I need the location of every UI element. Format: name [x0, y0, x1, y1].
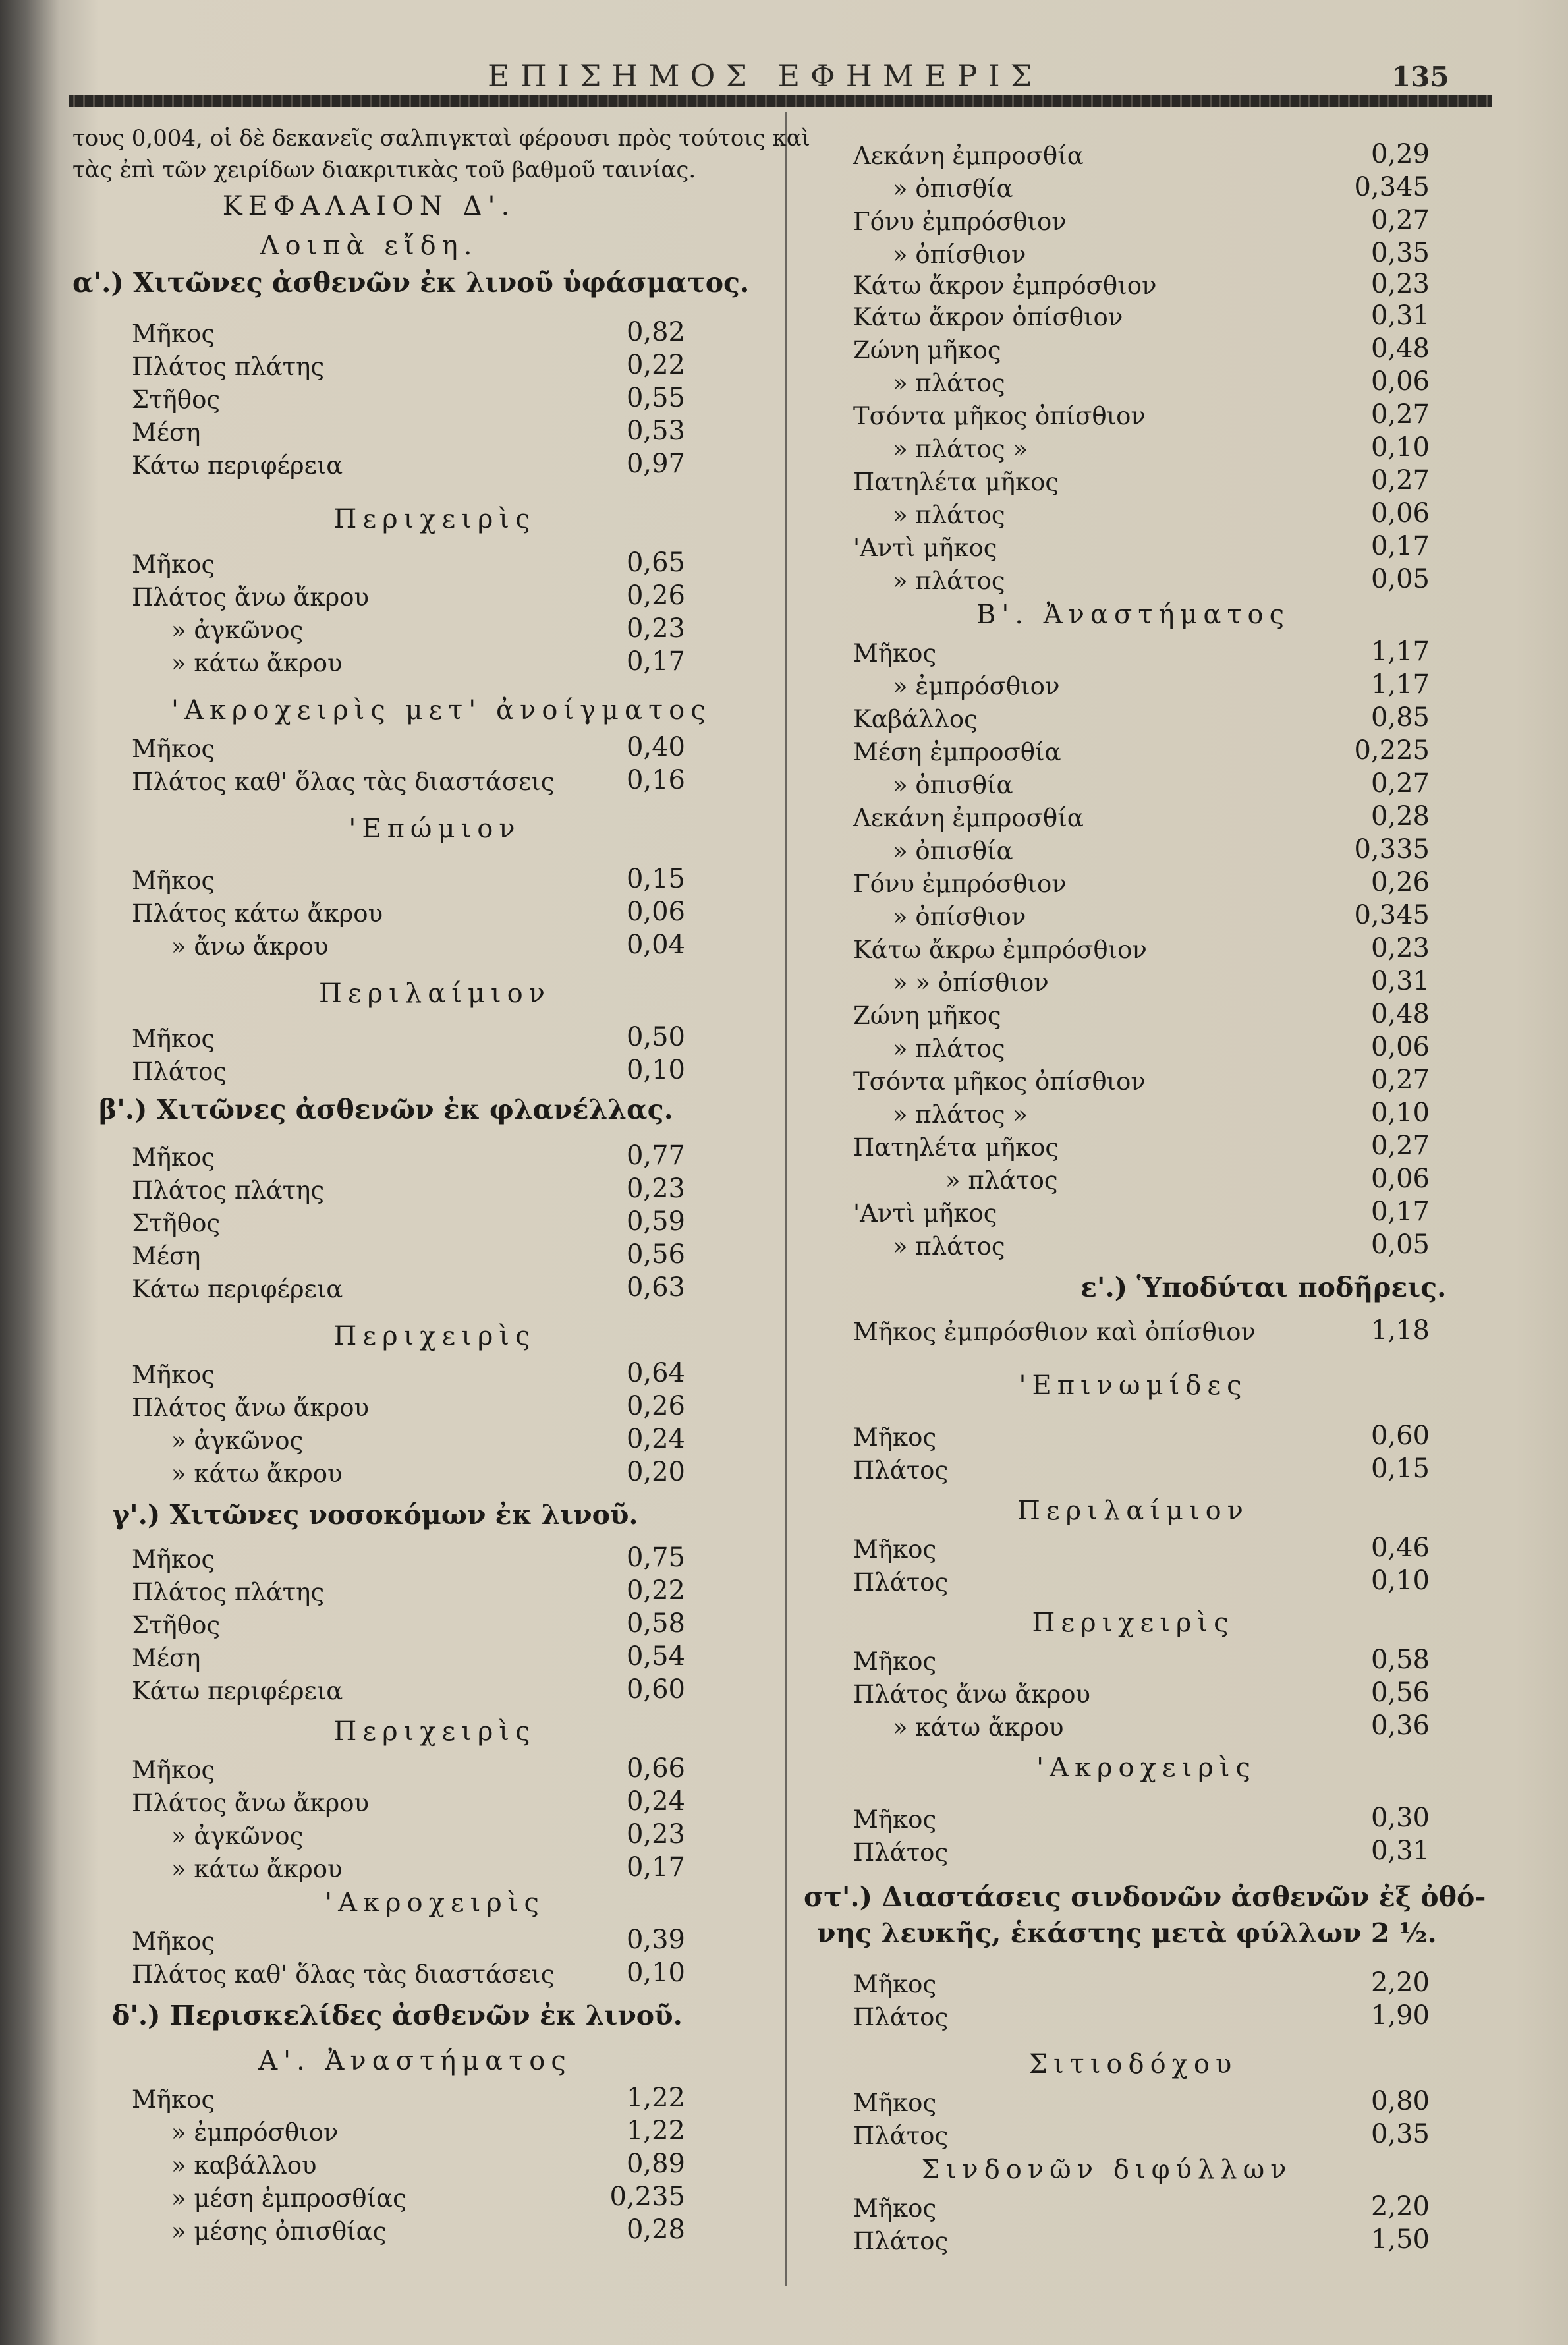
row-label: » μέση ἐμπροσθίας: [171, 2184, 406, 2213]
row-label: » πλάτος: [893, 369, 1005, 397]
row-label: Μῆκος: [853, 1647, 937, 1676]
row-value: 0,17: [626, 1852, 685, 1882]
row-value: 0,30: [1370, 1803, 1430, 1833]
row-label: » μέσης ὀπισθίας: [171, 2217, 387, 2246]
row-label: Γόνυ ἐμπρόσθιον: [853, 870, 1067, 898]
row-value: 0,27: [1370, 768, 1430, 799]
row-label: Πλάτος: [853, 2122, 949, 2150]
row-label: » κάτω ἄκρου: [171, 649, 343, 677]
row-label: Πλάτος πλάτης: [132, 1578, 325, 1606]
subheading: Περιχειρὶς: [1032, 1608, 1235, 1638]
row-label: Πλάτος: [853, 1568, 949, 1596]
row-value: 0,06: [1370, 1032, 1430, 1062]
row-value: 0,39: [626, 1925, 685, 1955]
row-label: Κάτω περιφέρεια: [132, 1677, 343, 1705]
row-label: Στῆθος: [132, 1611, 221, 1639]
row-label: Μῆκος: [853, 1970, 937, 1998]
row-label: Μῆκος: [853, 2089, 937, 2117]
row-label: Μέση ἐμπροσθία: [853, 738, 1061, 766]
row-value: 0,85: [1370, 702, 1430, 733]
row-label: Λεκάνη ἐμπροσθία: [853, 804, 1084, 832]
row-value: 0,225: [1354, 735, 1430, 766]
row-value: 0,20: [626, 1457, 685, 1487]
row-value: 0,56: [626, 1239, 685, 1270]
row-value: 0,17: [1370, 1197, 1430, 1227]
row-value: 0,23: [1370, 933, 1430, 963]
row-value: 0,04: [626, 930, 685, 960]
row-value: 0,10: [626, 1055, 685, 1085]
row-label: Μῆκος: [132, 1025, 215, 1053]
row-value: 0,10: [626, 1958, 685, 1988]
row-value: 0,27: [1370, 399, 1430, 430]
row-value: 0,55: [626, 383, 685, 413]
row-label: » πλάτος »: [893, 1100, 1028, 1129]
row-label: » πλάτος »: [893, 435, 1028, 463]
row-label: Γόνυ ἐμπρόσθιον: [853, 208, 1067, 236]
row-label: Πλάτος: [853, 2227, 949, 2255]
row-value: 0,06: [1370, 498, 1430, 528]
row-value: 0,58: [626, 1608, 685, 1639]
row-value: 0,27: [1370, 1131, 1430, 1161]
row-value: 0,27: [1370, 205, 1430, 235]
row-label: » ὀπισθία: [893, 771, 1013, 799]
row-label: Μῆκος: [853, 1805, 937, 1834]
row-value: 0,53: [626, 416, 685, 446]
row-label: » ἀγκῶνος: [171, 1822, 304, 1850]
section-heading: β'.) Χιτῶνες ἀσθενῶν ἐκ φλανέλλας.: [99, 1094, 673, 1125]
row-value: 0,29: [1370, 139, 1430, 169]
row-label: 'Αντὶ μῆκος: [853, 534, 997, 562]
row-label: Κάτω περιφέρεια: [132, 1275, 343, 1303]
row-value: 0,48: [1370, 333, 1430, 364]
row-label: Ζώνη μῆκος: [853, 1002, 1001, 1030]
row-value: 0,58: [1370, 1645, 1430, 1675]
row-value: 0,15: [626, 864, 685, 894]
row-label: » ὀπισθία: [893, 175, 1013, 203]
row-label: » ἐμπρόσθιον: [893, 672, 1060, 700]
row-label: Μῆκος: [132, 1361, 215, 1389]
row-value: 0,345: [1354, 900, 1430, 930]
row-value: 2,20: [1370, 2191, 1430, 2222]
section-heading: α'.) Χιτῶνες ἀσθενῶν ἐκ λινοῦ ὑφάσματος.: [72, 267, 750, 298]
row-label: Πλάτος ἄνω ἄκρου: [132, 1789, 369, 1817]
row-label: » καβάλλου: [171, 2151, 317, 2180]
subheading: Σινδονῶν διφύλλων: [921, 2155, 1293, 2185]
row-value: 1,90: [1370, 2000, 1430, 2031]
row-value: 0,06: [626, 897, 685, 927]
row-value: 0,31: [1370, 300, 1430, 331]
subheading: Περιχειρὶς: [333, 1321, 536, 1351]
subheading: Λοιπὰ εἴδη.: [260, 231, 478, 261]
row-label: » κάτω ἄκρου: [171, 1459, 343, 1488]
row-value: 0,60: [1370, 1421, 1430, 1451]
row-label: Κάτω ἄκρον ἐμπρόσθιον: [853, 271, 1157, 300]
subheading: Σιτιοδόχου: [1028, 2049, 1238, 2079]
subheading: 'Επώμιον: [349, 814, 521, 844]
row-value: 0,235: [609, 2182, 685, 2212]
row-value: 1,22: [626, 2116, 685, 2146]
row-value: 0,31: [1370, 1836, 1430, 1866]
body-text: τους 0,004, οἱ δὲ δεκανεῖς σαλπιγκταὶ φέρουσι πρὸς τούτοις καὶ: [72, 125, 811, 152]
row-value: 0,26: [626, 1391, 685, 1421]
row-value: 0,27: [1370, 1065, 1430, 1095]
row-value: 0,22: [626, 1575, 685, 1606]
row-label: » ὀπίσθιον: [893, 240, 1026, 269]
row-label: Πλάτος ἄνω ἄκρου: [132, 1394, 369, 1422]
section-heading: δ'.) Περισκελίδες ἀσθενῶν ἐκ λινοῦ.: [112, 2000, 683, 2031]
row-label: Πλάτος: [853, 2003, 949, 2031]
row-label: Πατηλέτα μῆκος: [853, 1133, 1059, 1162]
row-value: 0,35: [1370, 238, 1430, 268]
row-value: 0,16: [626, 765, 685, 795]
row-label: » ἐμπρόσθιον: [171, 2118, 339, 2147]
row-value: 0,35: [1370, 2119, 1430, 2149]
row-label: » ἄνω ἄκρου: [171, 932, 329, 961]
row-value: 1,18: [1370, 1315, 1430, 1345]
row-label: Λεκάνη ἐμπροσθία: [853, 142, 1084, 170]
row-label: Πλάτος καθ' ὅλας τὰς διαστάσεις: [132, 768, 555, 796]
row-value: 0,15: [1370, 1454, 1430, 1484]
body-text: τὰς ἐπὶ τῶν χειρίδων διακριτικὰς τοῦ βαθμοῦ ταινίας.: [72, 157, 696, 183]
row-value: 1,50: [1370, 2224, 1430, 2255]
row-value: 0,26: [626, 580, 685, 611]
row-value: 0,31: [1370, 966, 1430, 996]
row-label: Μῆκος: [132, 1143, 215, 1172]
row-label: Στῆθος: [132, 1209, 221, 1237]
row-label: Κάτω ἄκρω ἐμπρόσθιον: [853, 936, 1147, 964]
page-number: 135: [1391, 61, 1449, 93]
row-value: 0,06: [1370, 366, 1430, 397]
row-value: 0,23: [626, 1819, 685, 1850]
row-value: 0,10: [1370, 1098, 1430, 1128]
subheading: 'Ακροχειρὶς: [325, 1888, 545, 1918]
row-value: 0,06: [1370, 1164, 1430, 1194]
row-label: » κάτω ἄκρου: [171, 1855, 343, 1883]
row-label: Μέση: [132, 1242, 201, 1270]
row-label: Μῆκος: [132, 1756, 215, 1784]
row-value: 0,48: [1370, 999, 1430, 1029]
row-label: » ἀγκῶνος: [171, 1427, 304, 1455]
subheading: 'Ακροχειρὶς μετ' ἀνοίγματος: [171, 695, 712, 725]
subheading: Περιλαίμιον: [319, 978, 551, 1009]
page-header: [0, 58, 1568, 98]
row-value: 0,46: [1370, 1533, 1430, 1563]
row-label: Πλάτος: [853, 1838, 949, 1867]
row-value: 0,23: [626, 1173, 685, 1204]
row-label: Πλάτος πλάτης: [132, 353, 325, 381]
row-label: Καβάλλος: [853, 705, 978, 733]
section-heading: στ'.) Διαστάσεις σινδονῶν ἀσθενῶν ἐξ ὀθό-: [804, 1881, 1486, 1913]
row-label: Τσόντα μῆκος ὀπίσθιον: [853, 402, 1146, 430]
row-label: Μέση: [132, 1644, 201, 1672]
column-divider: [785, 112, 787, 2286]
row-value: 0,77: [626, 1141, 685, 1171]
subheading: Περιλαίμιον: [1017, 1496, 1249, 1526]
row-value: 0,56: [1370, 1678, 1430, 1708]
row-label: » πλάτος: [893, 567, 1005, 595]
row-label: » ἀγκῶνος: [171, 616, 304, 644]
row-value: 0,345: [1354, 172, 1430, 202]
subheading: Α'. Ἀναστήματος: [258, 2046, 572, 2076]
row-label: Τσόντα μῆκος ὀπίσθιον: [853, 1067, 1146, 1096]
row-label: Πλάτος καθ' ὅλας τὰς διαστάσεις: [132, 1960, 555, 1989]
row-label: Μῆκος: [853, 2194, 937, 2222]
subheading: Περιχειρὶς: [333, 504, 536, 534]
row-label: 'Αντὶ μῆκος: [853, 1199, 997, 1228]
row-label: » πλάτος: [893, 501, 1005, 529]
row-value: 0,28: [1370, 801, 1430, 832]
row-label: Μῆκος: [853, 639, 937, 667]
row-label: Πλάτος ἄνω ἄκρου: [132, 583, 369, 611]
row-label: Πλάτος πλάτης: [132, 1176, 325, 1204]
subheading: Β'. Ἀναστήματος: [976, 600, 1291, 630]
row-label: Ζώνη μῆκος: [853, 336, 1001, 364]
row-value: 0,54: [626, 1641, 685, 1672]
row-label: Στῆθος: [132, 385, 221, 414]
section-heading: γ'.) Χιτῶνες νοσοκόμων ἐκ λινοῦ.: [112, 1499, 638, 1531]
row-value: 1,17: [1370, 636, 1430, 667]
row-label: » κάτω ἄκρου: [893, 1713, 1064, 1741]
section-heading: νης λευκῆς, ἑκάστης μετὰ φύλλων 2 ½.: [817, 1917, 1437, 1949]
row-label: Μῆκος: [853, 1423, 937, 1452]
row-label: Πλάτος ἄνω ἄκρου: [853, 1680, 1090, 1709]
row-value: 0,05: [1370, 1229, 1430, 1260]
row-value: 0,05: [1370, 564, 1430, 594]
row-value: 2,20: [1370, 1967, 1430, 1998]
row-label: Πατηλέτα μῆκος: [853, 468, 1059, 496]
row-value: 0,27: [1370, 465, 1430, 495]
row-value: 1,22: [626, 2083, 685, 2113]
row-value: 0,23: [626, 613, 685, 644]
subheading: 'Ακροχειρὶς: [1036, 1753, 1256, 1783]
row-value: 0,26: [1370, 867, 1430, 897]
row-label: » ὀπίσθιον: [893, 903, 1026, 931]
row-label: Μέση: [132, 418, 201, 447]
row-value: 0,97: [626, 449, 685, 479]
header-rule: [69, 95, 1492, 107]
row-value: 0,65: [626, 548, 685, 578]
row-value: 0,89: [626, 2149, 685, 2179]
row-label: Μῆκος: [132, 1545, 215, 1573]
row-value: 0,66: [626, 1753, 685, 1784]
row-value: 0,64: [626, 1358, 685, 1388]
row-label: Κάτω περιφέρεια: [132, 451, 343, 480]
row-label: Μῆκος: [132, 320, 215, 348]
row-label: » πλάτος: [893, 1034, 1005, 1063]
row-value: 0,50: [626, 1022, 685, 1052]
row-value: 0,335: [1354, 834, 1430, 864]
row-value: 0,28: [626, 2215, 685, 2245]
row-label: » ὀπισθία: [893, 837, 1013, 865]
row-label: Πλάτος: [132, 1058, 227, 1086]
row-value: 0,40: [626, 732, 685, 762]
row-value: 0,75: [626, 1542, 685, 1573]
row-label: Κάτω ἄκρον ὀπίσθιον: [853, 303, 1123, 331]
row-value: 0,17: [626, 646, 685, 677]
row-label: » πλάτος: [893, 1232, 1005, 1260]
row-value: 0,22: [626, 350, 685, 380]
row-value: 0,24: [626, 1424, 685, 1454]
subheading: Περιχειρὶς: [333, 1716, 536, 1747]
row-label: Πλάτος: [853, 1456, 949, 1484]
row-label: Μῆκος ἐμπρόσθιον καὶ ὀπίσθιον: [853, 1318, 1256, 1346]
row-label: Μῆκος: [132, 550, 215, 579]
newspaper-title: ΕΠΙΣΗΜΟΣ ΕΦΗΜΕΡΙΣ: [488, 58, 1043, 94]
row-label: » πλάτος: [945, 1166, 1058, 1195]
row-value: 0,10: [1370, 1566, 1430, 1596]
row-value: 0,24: [626, 1786, 685, 1817]
row-value: 1,17: [1370, 669, 1430, 700]
row-value: 0,82: [626, 317, 685, 347]
row-value: 0,10: [1370, 432, 1430, 463]
row-value: 0,80: [1370, 2086, 1430, 2116]
row-label: Μῆκος: [132, 866, 215, 895]
subheading: 'Επινωμίδες: [1019, 1370, 1248, 1401]
row-label: » » ὀπίσθιον: [893, 969, 1049, 997]
row-value: 0,63: [626, 1272, 685, 1303]
subheading: ΚΕΦΑΛΑΙΟΝ Δ'.: [222, 191, 516, 221]
row-value: 0,59: [626, 1206, 685, 1237]
row-value: 0,60: [626, 1674, 685, 1705]
row-value: 0,17: [1370, 531, 1430, 561]
row-label: Μῆκος: [132, 1927, 215, 1956]
row-value: 0,23: [1370, 269, 1430, 299]
row-label: Μῆκος: [853, 1535, 937, 1564]
row-value: 0,36: [1370, 1710, 1430, 1741]
row-label: Μῆκος: [132, 735, 215, 763]
row-label: Μῆκος: [132, 2085, 215, 2114]
row-label: Πλάτος κάτω ἄκρου: [132, 899, 383, 928]
section-heading: ε'.) Ὑποδύται ποδῆρεις.: [1080, 1272, 1447, 1303]
